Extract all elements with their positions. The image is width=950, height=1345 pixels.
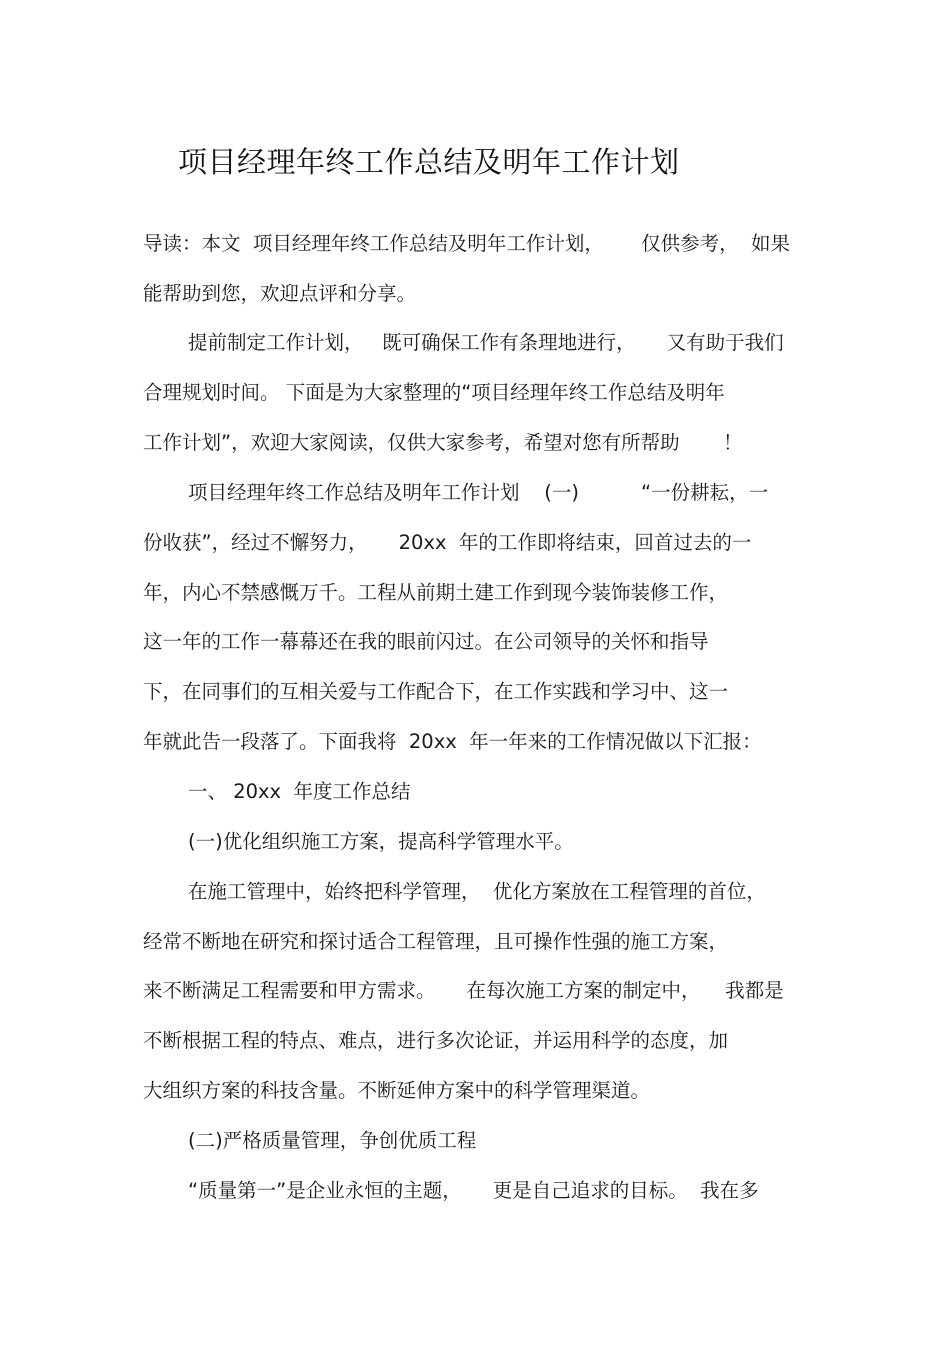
paragraph-line: 份收获”，经过不懈努力， 20xx 年的工作即将结束，回首过去的一 (143, 531, 752, 554)
paragraph-line: 不断根据工程的特点、难点，进行多次论证，并运用科学的态度，加 (143, 1029, 729, 1052)
paragraph-line: 下，在同事们的互相关爱与工作配合下，在工作实践和学习中、这一 (143, 680, 729, 703)
paragraph-line: 经常不断地在研究和探讨适合工程管理，且可操作性强的施工方案， (143, 930, 729, 953)
paragraph-line: 在施工管理中，始终把科学管理， 优化方案放在工程管理的首位， (188, 880, 766, 903)
paragraph-line: 年，内心不禁感慨万千。工程从前期土建工作到现今装饰装修工作， (143, 581, 729, 604)
intro-line-2: 能帮助到您，欢迎点评和分享。 (143, 282, 417, 305)
paragraph-line: “质量第一”是企业永恒的主题， 更是自己追求的目标。 我在多 (188, 1179, 759, 1202)
subsection-heading: (二)严格质量管理，争创优质工程 (188, 1129, 477, 1152)
paragraph-line: 这一年的工作一幕幕还在我的眼前闪过。在公司领导的关怀和指导 (143, 630, 709, 653)
paragraph-line: 来不断满足工程需要和甲方需求。 在每次施工方案的制定中， 我都是 (143, 979, 784, 1002)
paragraph-line: 大组织方案的科技含量。不断延伸方案中的科学管理渠道。 (143, 1079, 651, 1102)
paragraph-line: 工作计划”，欢迎大家阅读，仅供大家参考，希望对您有所帮助 ！ (143, 431, 743, 454)
paragraph-line: 合理规划时间。 下面是为大家整理的“项目经理年终工作总结及明年 (143, 381, 725, 404)
paragraph-line: 提前制定工作计划， 既可确保工作有条理地进行， 又有助于我们 (188, 331, 784, 354)
paragraph-line: 年就此告一段落了。下面我将 20xx 年一年来的工作情况做以下汇报： (143, 730, 762, 753)
subsection-heading: (一)优化组织施工方案，提高科学管理水平。 (188, 830, 574, 853)
intro-line-1: 导读：本文 项目经理年终工作总结及明年工作计划， 仅供参考， 如果 (143, 232, 790, 255)
paragraph-line: 项目经理年终工作总结及明年工作计划 (一) “一份耕耘，一 (188, 481, 769, 504)
section-heading: 一、 20xx 年度工作总结 (188, 780, 411, 803)
document-title: 项目经理年终工作总结及明年工作计划 (178, 145, 680, 179)
